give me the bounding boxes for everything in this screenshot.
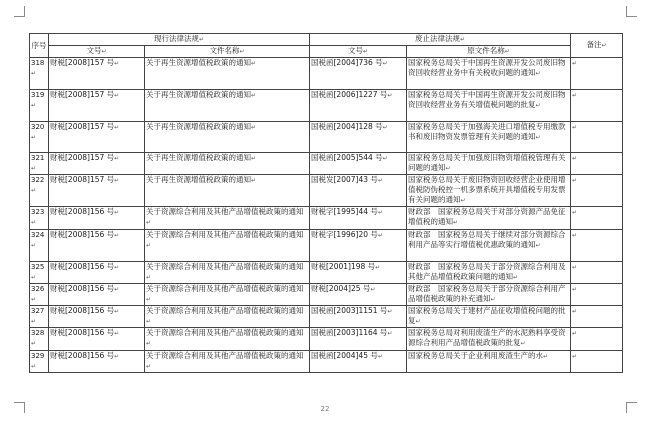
crop-mark-top-left — [14, 6, 25, 17]
cell-current-doc-no: 财税[2008]156 号↵ — [49, 284, 145, 306]
cell-current-doc-name: 关于资源综合利用及其他产品增值税政策的通知↵ — [145, 328, 310, 351]
cell-remarks: ↵ — [571, 175, 623, 207]
cell-current-doc-name: 关于资源综合利用及其他产品增值税政策的通知↵ — [145, 230, 310, 262]
cell-remarks: ↵ — [571, 284, 623, 306]
cell-repealed-doc-no: 国税函[2003]1151 号↵ — [310, 306, 407, 328]
cell-current-doc-name: 关于资源综合利用及其他产品增值税政策的通知↵ — [145, 262, 310, 284]
cell-current-doc-name: 关于资源综合利用及其他产品增值税政策的通知↵ — [145, 284, 310, 306]
cell-seq: 329↵ — [30, 351, 49, 373]
cell-repealed-doc-name: 国家税务总局关于中国再生资源开发公司废旧物资回收经营业务有关增值税问题的批复↵ — [407, 90, 571, 122]
cell-seq: 320↵ — [30, 122, 49, 153]
cell-repealed-doc-no: 国税函[2004]45 号↵ — [310, 351, 407, 373]
header-orig-doc-name: 原文件名称↵ — [407, 46, 571, 58]
cell-repealed-doc-name: 国家税务总局关于企业利用废渣生产的水↵ — [407, 351, 571, 373]
cell-current-doc-no: 财税[2008]156 号↵ — [49, 306, 145, 328]
cell-current-doc-no: 财税[2008]157 号↵ — [49, 175, 145, 207]
cell-current-doc-no: 财税[2008]156 号↵ — [49, 230, 145, 262]
cell-current-doc-no: 财税[2008]157 号↵ — [49, 122, 145, 153]
cell-seq: 326↵ — [30, 284, 49, 306]
header-row-1 — [30, 34, 623, 46]
cell-remarks: ↵ — [571, 328, 623, 351]
header-repealed-laws: 废止法律法规↵ — [310, 34, 571, 46]
crop-mark-top-right — [626, 6, 637, 17]
cell-repealed-doc-name: 国家税务总局关于废旧物资回收经营企业使用增值税防伪税控一机多票系统开具增值税专用发票有关问题的通知↵ — [407, 175, 571, 207]
table-row — [30, 262, 623, 284]
table-row — [30, 328, 623, 351]
table-row — [30, 175, 623, 207]
cell-current-doc-no: 财税[2008]157 号↵ — [49, 153, 145, 175]
cell-current-doc-no: 财税[2008]157 号↵ — [49, 90, 145, 122]
cell-current-doc-no: 财税[2008]156 号↵ — [49, 351, 145, 373]
table-row — [30, 351, 623, 373]
page-number: 22 — [320, 405, 330, 413]
cell-repealed-doc-name: 国家税务总局关于建材产品征收增值税问题的批复↵ — [407, 306, 571, 328]
cell-repealed-doc-no: 财税字[1995]44 号↵ — [310, 207, 407, 230]
cell-current-doc-name: 关于资源综合利用及其他产品增值税政策的通知↵ — [145, 207, 310, 230]
cell-seq: 325↵ — [30, 262, 49, 284]
cell-seq: 323↵ — [30, 207, 49, 230]
cell-repealed-doc-no: 财税[2001]198 号↵ — [310, 262, 407, 284]
cell-seq: 321↵ — [30, 153, 49, 175]
table-row — [30, 58, 623, 90]
cell-remarks: ↵ — [571, 351, 623, 373]
cell-current-doc-name: 关于再生资源增值税政策的通知↵ — [145, 58, 310, 90]
header-seq: 序号 — [30, 34, 49, 58]
cell-current-doc-no: 财税[2008]156 号↵ — [49, 328, 145, 351]
cell-repealed-doc-name: 财政部 国家税务总局关于部分资源综合利用产品增值税政策的补充通知↵ — [407, 284, 571, 306]
cell-seq: 319↵ — [30, 90, 49, 122]
cell-repealed-doc-name: 国家税务总局关于加强废旧物资增值税管理有关问题的通知↵ — [407, 153, 571, 175]
table-row — [30, 207, 623, 230]
cell-remarks: ↵ — [571, 90, 623, 122]
cell-repealed-doc-no: 国税函[2004]736 号↵ — [310, 58, 407, 90]
cell-remarks: ↵ — [571, 58, 623, 90]
cell-current-doc-name: 关于资源综合利用及其他产品增值税政策的通知↵ — [145, 306, 310, 328]
cell-current-doc-name: 关于再生资源增值税政策的通知↵ — [145, 175, 310, 207]
cell-repealed-doc-no: 国税发[2007]43 号↵ — [310, 175, 407, 207]
table-row — [30, 230, 623, 262]
header-doc-name: 文件名称↵ — [145, 46, 310, 58]
cell-seq: 328↵ — [30, 328, 49, 351]
cell-repealed-doc-name: 国家税务总局关于中国再生资源开发公司废旧物资回收经营业务中有关税收问题的通知↵ — [407, 58, 571, 90]
cell-repealed-doc-no: 国税函[2006]1227 号↵ — [310, 90, 407, 122]
cell-current-doc-name: 关于再生资源增值税政策的通知↵ — [145, 122, 310, 153]
cell-remarks: ↵ — [571, 207, 623, 230]
cell-remarks: ↵ — [571, 153, 623, 175]
cell-repealed-doc-name: 国家税务总局关于加强海关进口增值税专用缴款书和废旧物资发票管理有关问题的通知↵ — [407, 122, 571, 153]
cell-remarks: ↵ — [571, 306, 623, 328]
table-row — [30, 122, 623, 153]
cell-current-doc-name: 关于再生资源增值税政策的通知↵ — [145, 90, 310, 122]
cell-remarks: ↵ — [571, 122, 623, 153]
cell-seq: 327↵ — [30, 306, 49, 328]
cell-current-doc-no: 财税[2008]156 号↵ — [49, 207, 145, 230]
cell-repealed-doc-no: 财税[2004]25 号↵ — [310, 284, 407, 306]
table-row — [30, 90, 623, 122]
cell-remarks: ↵ — [571, 262, 623, 284]
cell-repealed-doc-no: 国税函[2003]1164 号↵ — [310, 328, 407, 351]
cell-seq: 318↵ — [30, 58, 49, 90]
cell-current-doc-no: 财税[2008]156 号↵ — [49, 262, 145, 284]
header-current-laws: 现行法律法规↵ — [49, 34, 310, 46]
cell-current-doc-no: 财税[2008]157 号↵ — [49, 58, 145, 90]
cell-current-doc-name: 关于再生资源增值税政策的通知↵ — [145, 153, 310, 175]
cell-repealed-doc-no: 国税函[2005]544 号↵ — [310, 153, 407, 175]
header-row-2 — [30, 46, 623, 58]
header-orig-doc-no: 文号↵ — [310, 46, 407, 58]
cell-seq: 322↵ — [30, 175, 49, 207]
cell-repealed-doc-no: 国税函[2004]128 号↵ — [310, 122, 407, 153]
cell-seq: 324↵ — [30, 230, 49, 262]
table-row — [30, 153, 623, 175]
table-row — [30, 284, 623, 306]
header-remarks: 备注↵ — [571, 34, 623, 58]
cell-repealed-doc-name: 财政部 国家税务总局关于对部分资源产品免征增值税的通知↵ — [407, 207, 571, 230]
cell-repealed-doc-name: 财政部 国家税务总局关于继续对部分资源综合利用产品等实行增值税优惠政策的通知↵ — [407, 230, 571, 262]
law-comparison-table — [29, 33, 623, 373]
header-doc-no: 文号↵ — [49, 46, 145, 58]
cell-remarks: ↵ — [571, 230, 623, 262]
cell-repealed-doc-no: 财税字[1996]20 号↵ — [310, 230, 407, 262]
table-row — [30, 306, 623, 328]
cell-repealed-doc-name: 财政部 国家税务总局关于部分资源综合利用及其他产品增值税政策问题的通知↵ — [407, 262, 571, 284]
cell-repealed-doc-name: 国家税务总局对利用废渣生产的水泥熟料享受资源综合利用产品增值税政策的批复↵ — [407, 328, 571, 351]
cell-current-doc-name: 关于资源综合利用及其他产品增值税政策的通知↵ — [145, 351, 310, 373]
